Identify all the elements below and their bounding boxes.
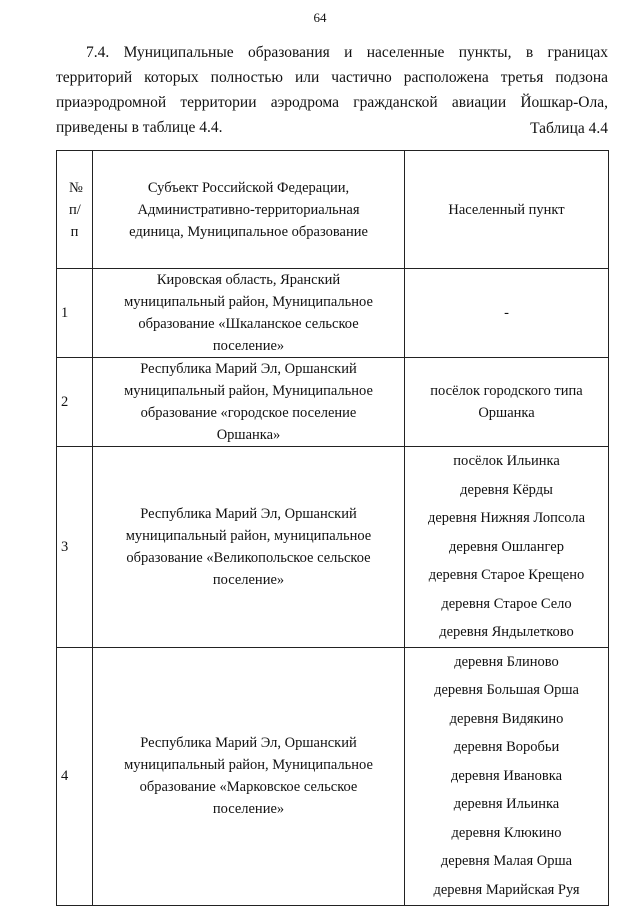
settlement-name: деревня Ошлангер xyxy=(449,538,564,555)
table-row xyxy=(57,358,609,447)
settlement-name: деревня Кёрды xyxy=(460,481,553,498)
settlement-name: деревня Клюкино xyxy=(451,824,562,841)
row-settlements xyxy=(405,269,609,358)
settlement-name: деревня Большая Орша xyxy=(434,682,579,699)
settlement-name: деревня Старое Село xyxy=(441,595,572,612)
settlement-name: деревня Нижняя Лопсола xyxy=(427,510,586,526)
row-settlements xyxy=(405,647,609,905)
row-num: 1 xyxy=(57,269,93,358)
settlement-name: деревня Видякино xyxy=(449,710,564,727)
row-subject: Республика Марий Эл, Оршанский муниципальный район, Муниципальное образование «городское поселение Оршанка» xyxy=(93,358,405,447)
settlement-name: посёлок Ильинка xyxy=(453,453,560,469)
intro-paragraph: 7.4. Муниципальные образования и населенные пункты, в границах территорий которых полностью или частично расположена третья подзона приаэродромной территории аэродрома гражданской авиации Йошкар-Ола, приведены в таблице 4.4. xyxy=(56,44,608,136)
table-row xyxy=(57,647,609,905)
settlement-name: посёлок городского типа Оршанка xyxy=(430,383,583,421)
table-header-row xyxy=(57,151,609,269)
settlement-name: деревня Ивановка xyxy=(450,767,563,784)
table-caption: Таблица 4.4 xyxy=(530,120,608,137)
header-settlement: Населенный пункт xyxy=(405,151,609,269)
settlement-name: деревня Воробьи xyxy=(453,739,560,756)
header-subject: Субъект Российской Федерации, Административно-территориальная единица, Муниципальное образование xyxy=(93,151,405,269)
settlement-name: - xyxy=(504,305,509,321)
table-row xyxy=(57,269,609,358)
settlement-name: деревня Малая Орша xyxy=(440,853,573,870)
settlement-name: деревня Старое Крещено xyxy=(428,567,585,583)
settlements-table xyxy=(56,150,609,906)
row-num: 2 xyxy=(57,358,93,447)
table-body xyxy=(57,269,609,906)
header-num: № п/п xyxy=(57,151,93,269)
row-settlements xyxy=(405,358,609,447)
table-row xyxy=(57,447,609,648)
page-number: 64 xyxy=(313,10,327,25)
settlement-name: деревня Марийская Руя xyxy=(433,881,580,898)
row-subject: Республика Марий Эл, Оршанский муниципальный район, муниципальное образование «Великопольское сельское поселение» xyxy=(93,447,405,648)
row-settlements xyxy=(405,447,609,648)
row-subject: Кировская область, Яранский муниципальный район, Муниципальное образование «Шкаланское сельское поселение» xyxy=(93,269,405,358)
settlement-name: деревня Блиново xyxy=(454,653,559,670)
row-subject: Республика Марий Эл, Оршанский муниципальный район, Муниципальное образование «Марковское сельское поселение» xyxy=(93,647,405,905)
settlement-name: деревня Ильинка xyxy=(453,796,560,813)
row-num: 4 xyxy=(57,647,93,905)
row-num: 3 xyxy=(57,447,93,648)
settlement-name: деревня Яндылетково xyxy=(439,624,574,640)
